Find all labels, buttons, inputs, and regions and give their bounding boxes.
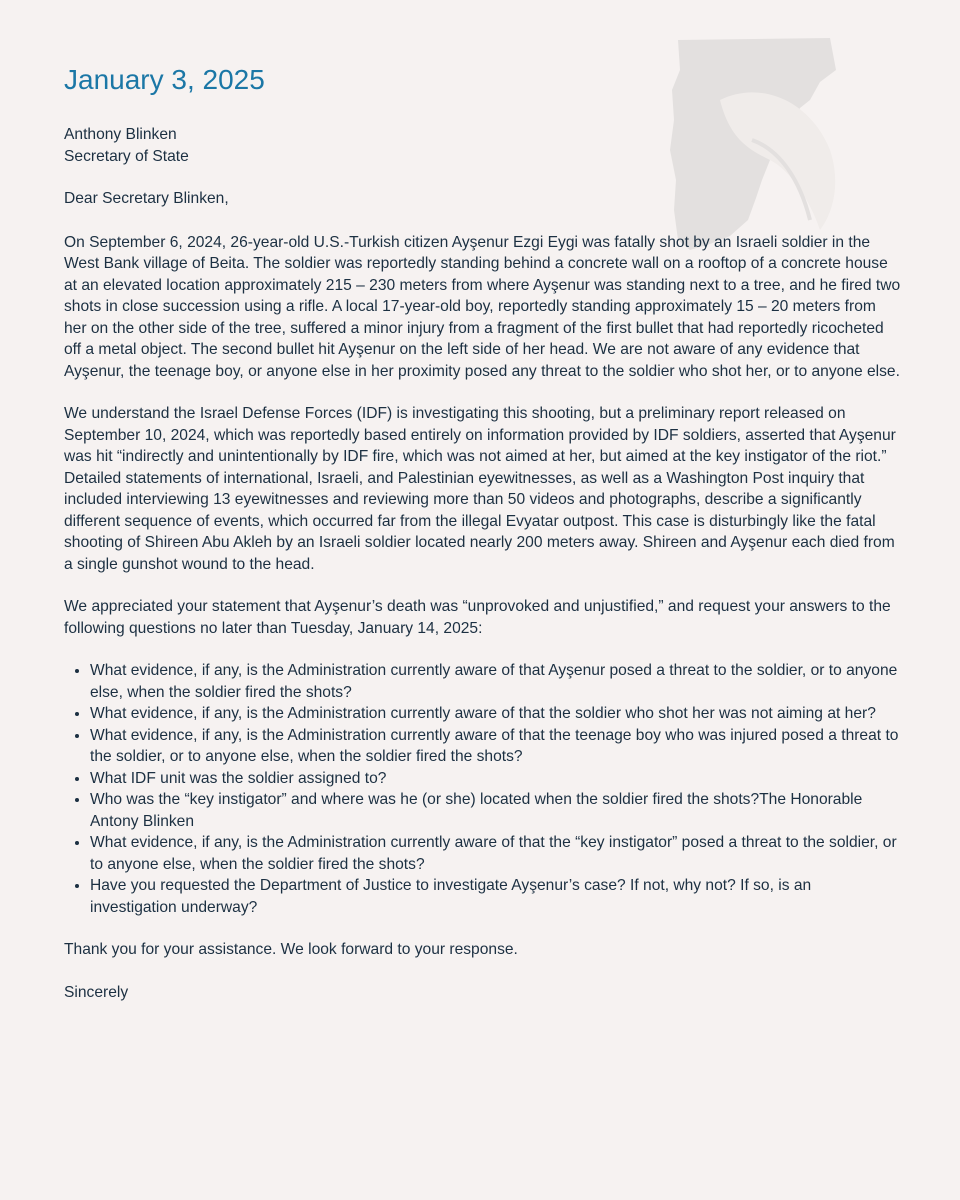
recipient-name: Anthony Blinken: [64, 126, 177, 143]
letter-page: [64, 60, 902, 1003]
body-paragraph-1: On September 6, 2024, 26-year-old U.S.-Turkish citizen Ayşenur Ezgi Eygi was fatally shot by an Israeli soldier in the West Bank village of Beita. The soldier was reportedly standing behind a concrete wall on a rooftop of a concrete house at an elevated location approximately 215 – 230 meters from where Ayşenur was standing next to a tree, and he fired two shots in close succession using a rifle. A local 17-year-old boy, reportedly standing approximately 15 – 20 meters from her on the other side of the tree, suffered a minor injury from a fragment of the first bullet that had reportedly ricocheted off a metal object. The second bullet hit Ayşenur on the left side of her head. We are not aware of any evidence that Ayşenur, the teenage boy, or anyone else in her proximity posed any threat to the soldier who shot her, or to anyone else.: [64, 233, 901, 380]
question-item: • What evidence, if any, is the Administration currently aware of that the “key instigator” posed a threat to the soldier, or to anyone else, when the soldier fired the shots?: [90, 832, 902, 875]
recipient-title: Secretary of State: [64, 147, 189, 165]
closing-paragraph: Thank you for your assistance. We look forward to your response.: [64, 941, 518, 958]
question-item: • What evidence, if any, is the Administration currently aware of that the teenage boy who was injured posed a threat to the soldier, or to anyone else, when the soldier fired the shots?: [90, 725, 902, 768]
recipient-block: [64, 124, 902, 167]
body-paragraph-3: We appreciated your statement that Ayşenur’s death was “unprovoked and unjustified,” and request your answers to the following questions no later than Tuesday, January 14, 2025:: [64, 598, 891, 637]
signoff: Sincerely: [64, 983, 129, 1001]
letter-date: January 3, 2025: [64, 64, 265, 95]
question-item: • Who was the “key instigator” and where was he (or she) located when the soldier fired the shots?The Honorable Antony Blinken: [90, 789, 902, 832]
question-item: • What evidence, if any, is the Administration currently aware of that Ayşenur posed a threat to the soldier, or to anyone else, when the soldier fired the shots?: [90, 660, 902, 703]
body-paragraph-2: We understand the Israel Defense Forces (IDF) is investigating this shooting, but a preliminary report released on September 10, 2024, which was reportedly based entirely on information provided by IDF soldiers, asserted that Ayşenur was hit “indirectly and unintentionally by IDF fire, which was not aimed at her, but aimed at the key instigator of the riot.” Detailed statements of international, Israeli, and Palestinian eyewitnesses, as well as a Washington Post inquiry that included interviewing 13 eyewitnesses and reviewing more than 50 videos and photographs, describe a significantly different sequence of events, which occurred far from the illegal Evyatar outpost. This case is disturbingly like the fatal shooting of Shireen Abu Akleh by an Israeli soldier located nearly 200 meters away. Shireen and Ayşenur each died from a single gunshot wound to the head.: [64, 405, 896, 573]
question-item: • Have you requested the Department of Justice to investigate Ayşenur’s case? If not, why not? If so, is an investigation underway?: [90, 875, 902, 918]
question-item: • What evidence, if any, is the Administration currently aware of that the soldier who shot her was not aiming at her?: [90, 703, 902, 725]
salutation: Dear Secretary Blinken,: [64, 190, 229, 207]
questions-list: [64, 660, 902, 918]
question-item: • What IDF unit was the soldier assigned to?: [90, 768, 902, 790]
